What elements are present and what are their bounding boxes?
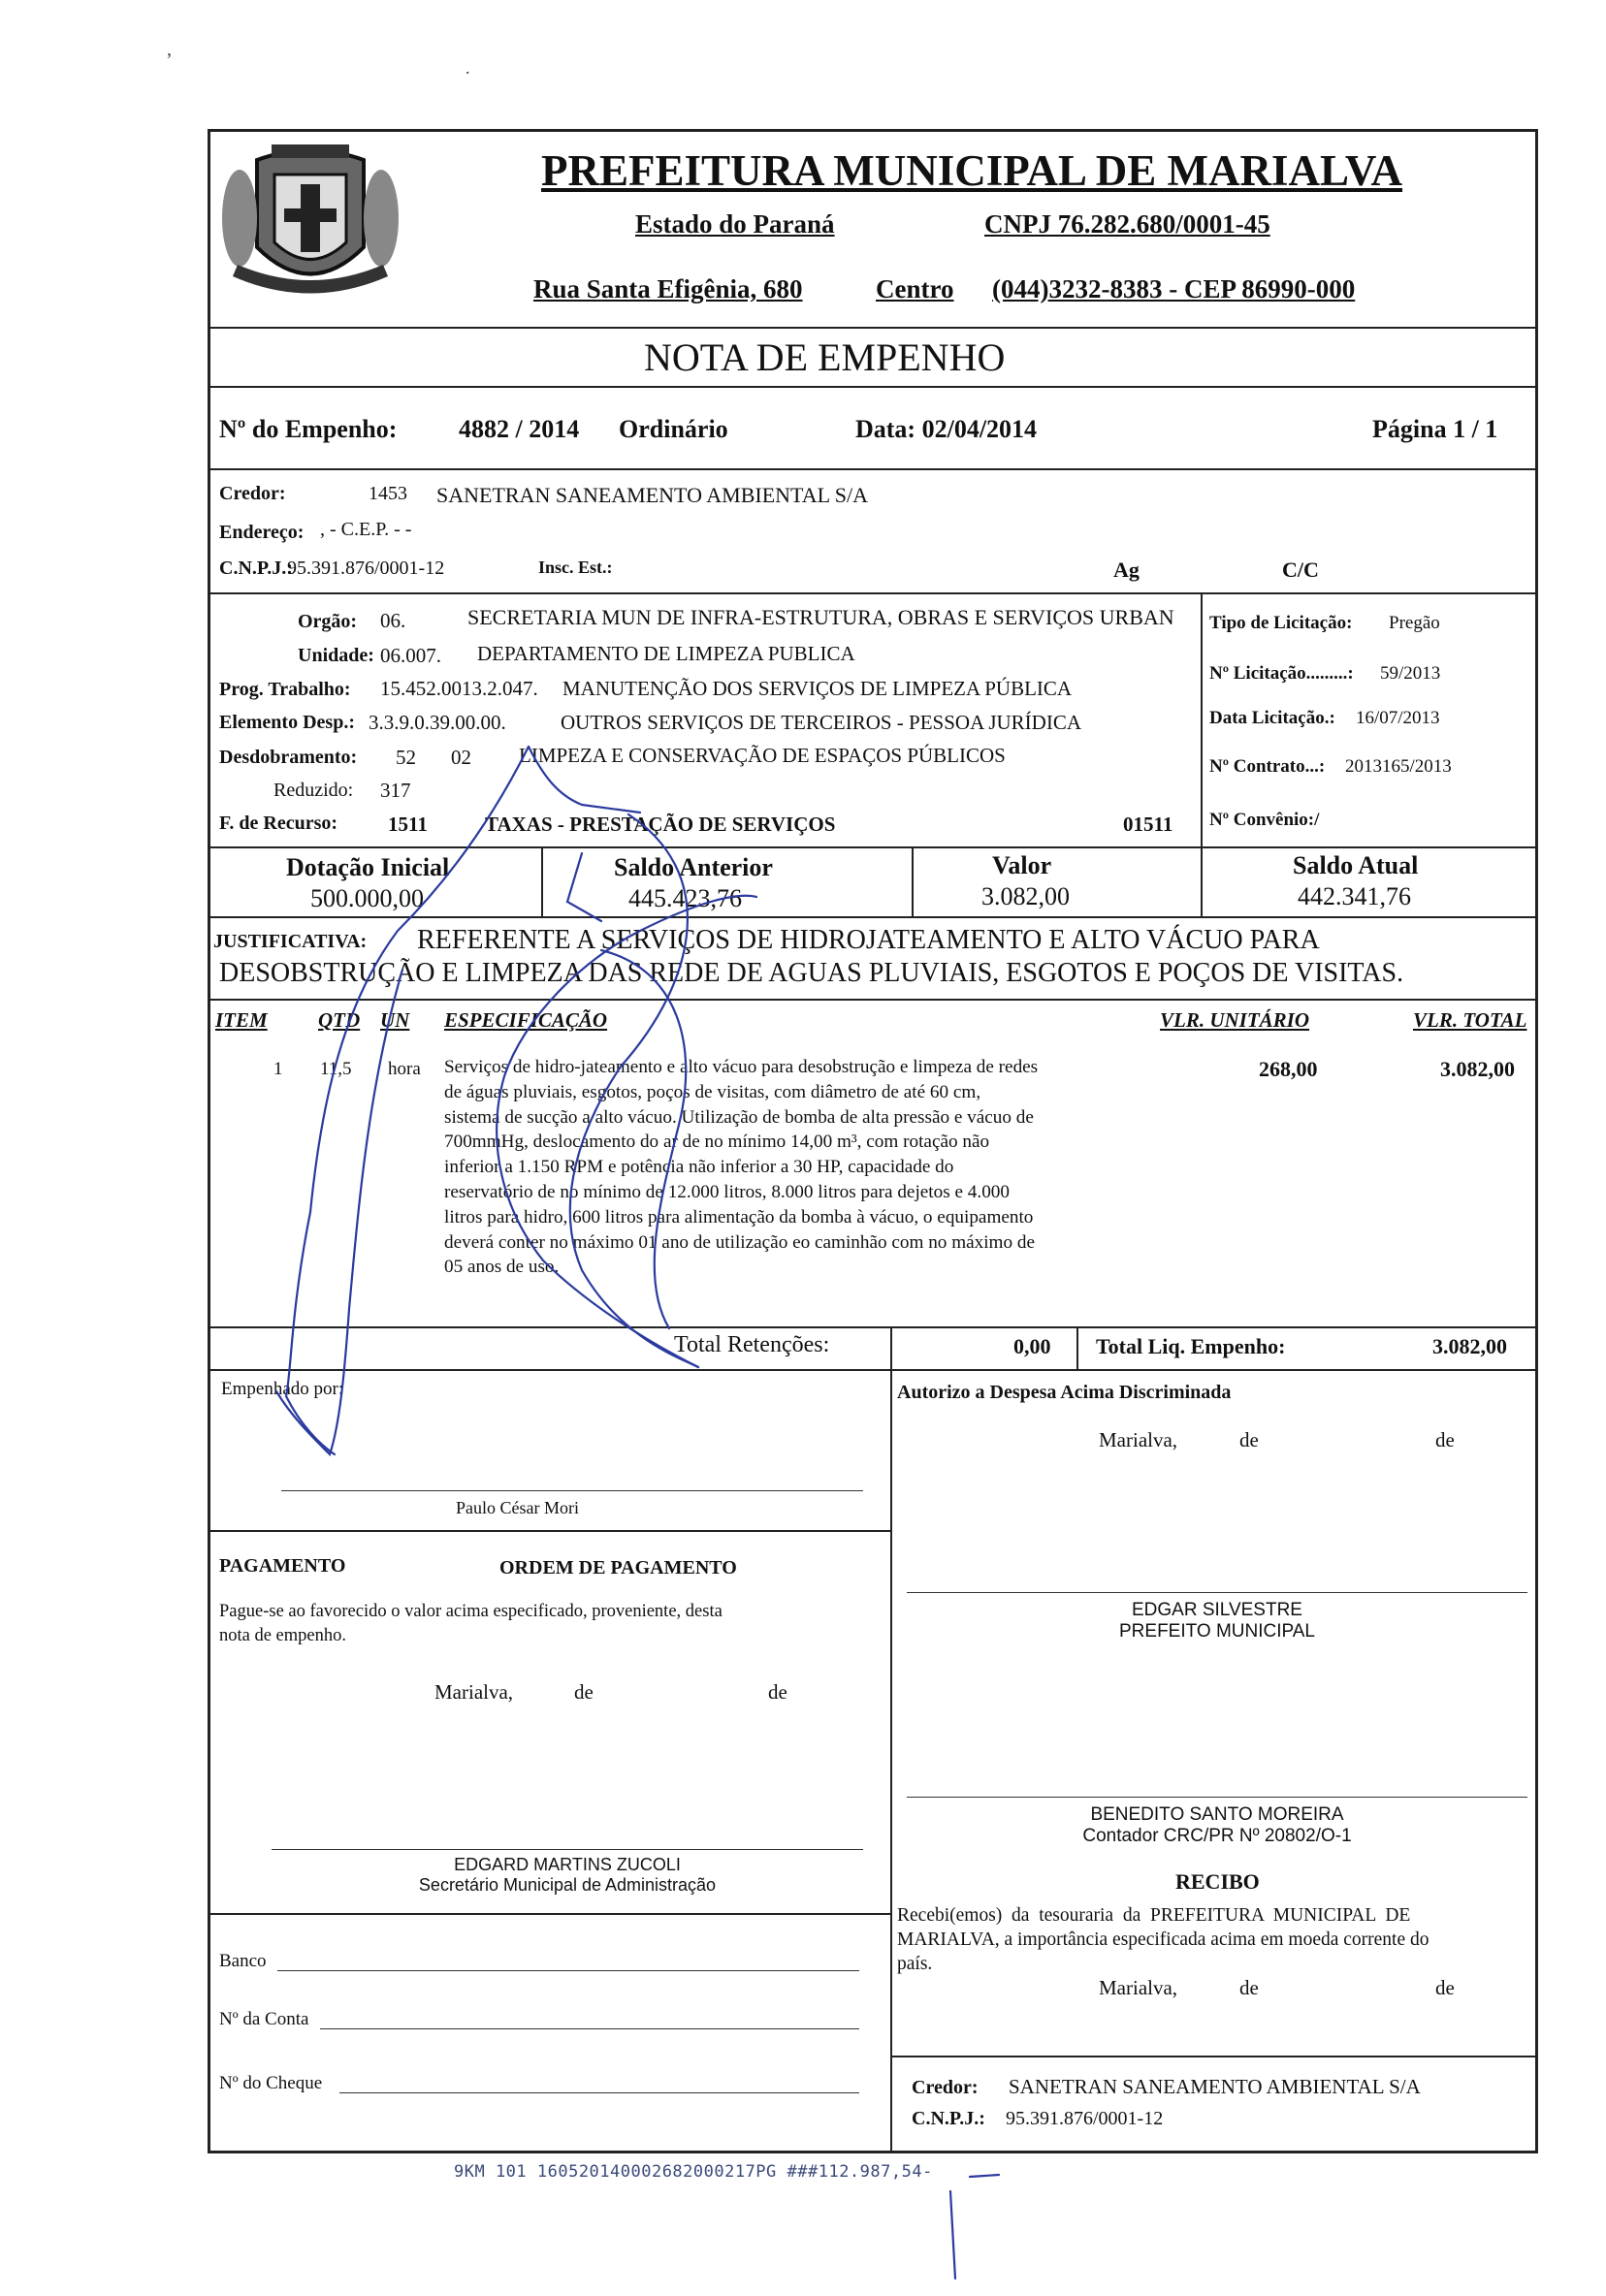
prefeito-role: PREFEITO MUNICIPAL <box>1119 1621 1315 1642</box>
pagamento-label: PAGAMENTO <box>219 1555 346 1577</box>
unidade-label: Unidade: <box>298 645 374 666</box>
page-number: Página 1 / 1 <box>1372 415 1498 443</box>
conta-label: Nº da Conta <box>219 2009 309 2029</box>
state-name: Estado do Paraná <box>635 209 835 239</box>
data-licitacao-label: Data Licitação.: <box>1209 708 1335 728</box>
fonte-code: 1511 <box>388 813 428 836</box>
recibo-line: Recebi(emos) da tesouraria da PREFEITURA MUNICIPAL DE <box>897 1905 1411 1926</box>
banco-label: Banco <box>219 1951 267 1971</box>
desdobramento-desc: LIMPEZA E CONSERVAÇÃO DE ESPAÇOS PÚBLICOS <box>519 744 1006 767</box>
conta-corrente-label: C/C <box>1282 558 1319 582</box>
ordem-pagamento-label: ORDEM DE PAGAMENTO <box>499 1557 737 1578</box>
item-qtd: 11,5 <box>320 1059 352 1079</box>
prefeito-name: EDGAR SILVESTRE <box>1132 1600 1302 1620</box>
cnpj-label: C.N.P.J.: <box>219 558 293 579</box>
phone-cep: (044)3232-8383 - CEP 86990-000 <box>992 274 1356 303</box>
recibo-city: Marialva, <box>1099 1976 1178 1999</box>
reduzido-value: 317 <box>380 779 411 802</box>
col-vlr-unitario-header: VLR. UNITÁRIO <box>1160 1008 1310 1032</box>
col-vlr-total-header: VLR. TOTAL <box>1413 1008 1527 1032</box>
justificativa-label: JUSTIFICATIVA: <box>213 931 368 952</box>
secretario-role: Secretário Municipal de Administração <box>418 1875 717 1895</box>
saldo-anterior-label: Saldo Anterior <box>614 853 773 881</box>
pagamento-text-2: nota de empenho. <box>219 1626 346 1645</box>
recibo-title: RECIBO <box>1175 1869 1260 1894</box>
municipality-title: PREFEITURA MUNICIPAL DE MARIALVA <box>541 146 1403 195</box>
elemento-label: Elemento Desp.: <box>219 712 355 733</box>
secretario-name: EDGARD MARTINS ZUCOLI <box>454 1855 681 1874</box>
desdobramento-sub: 02 <box>451 746 471 769</box>
cheque-label: Nº do Cheque <box>219 2073 323 2093</box>
prog-desc: MANUTENÇÃO DOS SERVIÇOS DE LIMPEZA PÚBLICA <box>562 677 1073 700</box>
credor-footer-cnpj: 95.391.876/0001-12 <box>1006 2108 1164 2129</box>
pagamento-de-2: de <box>768 1680 787 1704</box>
fonte-code-2: 01511 <box>1123 813 1173 836</box>
recibo-line: país. <box>897 1954 933 1974</box>
insc-est-label: Insc. Est.: <box>538 558 613 577</box>
credor-footer-label: Credor: <box>912 2077 979 2098</box>
col-item-header: ITEM <box>215 1008 268 1032</box>
empenhado-label: Empenhado por: <box>221 1379 344 1399</box>
spec-line: deverá conter no máximo 01 ano de utilização eo caminhão com no máximo de <box>444 1231 1035 1253</box>
contrato-label: Nº Contrato...: <box>1209 756 1326 777</box>
tipo-licitacao-value: Pregão <box>1389 613 1440 633</box>
contador-role: Contador CRC/PR Nº 20802/O-1 <box>1082 1826 1352 1846</box>
district: Centro <box>876 274 954 303</box>
autorizo-label: Autorizo a Despesa Acima Discriminada <box>897 1382 1232 1403</box>
tipo-licitacao-label: Tipo de Licitação: <box>1209 613 1353 633</box>
dotacao-value: 500.000,00 <box>310 884 424 912</box>
total-retencoes-label: Total Retenções: <box>674 1332 830 1357</box>
document-title: NOTA DE EMPENHO <box>644 335 1006 379</box>
scan-mark: , <box>167 39 172 60</box>
elemento-code: 3.3.9.0.39.00.00. <box>369 711 506 734</box>
credor-label: Credor: <box>219 483 286 504</box>
total-liquido-value: 3.082,00 <box>1432 1334 1507 1358</box>
endereco-value: , - C.E.P. - - <box>320 519 412 540</box>
credor-name: SANETRAN SANEAMENTO AMBIENTAL S/A <box>436 483 868 507</box>
unidade-desc: DEPARTAMENTO DE LIMPEZA PUBLICA <box>477 642 855 665</box>
unidade-code: 06.007. <box>380 644 441 667</box>
empenho-number: 4882 / 2014 <box>459 415 580 443</box>
item-vlr-unitario: 268,00 <box>1259 1057 1318 1081</box>
justificativa-line-1: REFERENTE A SERVIÇOS DE HIDROJATEAMENTO E ALTO VÁCUO PARA <box>417 925 1320 955</box>
spec-line: sistema de sucção a alto vácuo. Utilização de bomba de alta pressão e vácuo de <box>444 1106 1034 1128</box>
col-especificacao-header: ESPECIFICAÇÃO <box>444 1008 608 1032</box>
spec-line: 05 anos de uso. <box>444 1257 560 1278</box>
desdobramento-code: 52 <box>396 746 416 769</box>
credor-code: 1453 <box>369 483 407 504</box>
elemento-desc: OUTROS SERVIÇOS DE TERCEIROS - PESSOA JURÍDICA <box>561 711 1082 734</box>
orgao-code: 06. <box>380 609 406 632</box>
autorizo-de-1: de <box>1239 1428 1259 1451</box>
orgao-desc: SECRETARIA MUN DE INFRA-ESTRUTURA, OBRAS E SERVIÇOS URBAN <box>467 605 1174 629</box>
justificativa-line-2: DESOBSTRUÇÃO E LIMPEZA DAS REDE DE AGUAS PLUVIAIS, ESGOTOS E POÇOS DE VISITAS. <box>219 958 1404 988</box>
credor-footer-cnpj-label: C.N.P.J.: <box>912 2108 985 2129</box>
agencia-label: Ag <box>1113 558 1140 582</box>
item-number: 1 <box>273 1059 283 1079</box>
autorizo-de-2: de <box>1435 1428 1455 1451</box>
spec-line: Serviços de hidro-jateamento e alto vácuo para desobstrução e limpeza de redes <box>444 1057 1039 1077</box>
saldo-atual-label: Saldo Atual <box>1293 851 1419 879</box>
endereco-label: Endereço: <box>219 522 305 543</box>
item-vlr-total: 3.082,00 <box>1440 1057 1515 1081</box>
fonte-desc: TAXAS - PRESTAÇÃO DE SERVIÇOS <box>485 813 836 836</box>
autorizo-city: Marialva, <box>1099 1428 1178 1451</box>
orgao-label: Orgão: <box>298 611 358 632</box>
spec-line: 700mmHg, deslocamento do ar de no mínimo 14,00 m³, com rotação não <box>444 1132 990 1153</box>
saldo-atual-value: 442.341,76 <box>1298 882 1411 910</box>
pagamento-city: Marialva, <box>434 1680 514 1704</box>
data-licitacao-value: 16/07/2013 <box>1356 708 1440 728</box>
bank-authentication-stamp: 9KM 101 160520140002682000217PG ###112.987,54- <box>454 2162 933 2182</box>
spec-line: inferior a 1.150 RPM e potência não inferior a 30 HP, capacidade do <box>444 1157 954 1178</box>
contador-name: BENEDITO SANTO MOREIRA <box>1090 1804 1344 1825</box>
spec-line: reservatório de no mínimo de 12.000 litros, 8.000 litros para dejetos e 4.000 <box>444 1181 1010 1202</box>
fonte-label: F. de Recurso: <box>219 813 338 834</box>
dotacao-label: Dotação Inicial <box>286 853 450 881</box>
numero-licitacao-label: Nº Licitação.........: <box>1209 663 1354 684</box>
valor-label: Valor <box>992 851 1052 879</box>
prog-label: Prog. Trabalho: <box>219 679 351 700</box>
total-liquido-label: Total Liq. Empenho: <box>1096 1334 1286 1358</box>
recibo-de-1: de <box>1239 1976 1259 1999</box>
col-qtd-header: QTD <box>318 1008 361 1032</box>
desdobramento-label: Desdobramento: <box>219 747 358 768</box>
empenho-label: Nº do Empenho: <box>219 415 398 443</box>
contrato-value: 2013165/2013 <box>1345 756 1452 777</box>
municipality-cnpj: CNPJ 76.282.680/0001-45 <box>984 209 1270 239</box>
item-un: hora <box>388 1059 421 1079</box>
scan-mark: . <box>466 58 470 78</box>
numero-licitacao-value: 59/2013 <box>1380 663 1441 684</box>
empenho-type: Ordinário <box>619 415 728 443</box>
spec-line: litros para hidro, 600 litros para alimentação da bomba à vácuo, o equipamento <box>444 1206 1034 1228</box>
reduzido-label: Reduzido: <box>273 780 354 801</box>
spec-line: de águas pluviais, esgotos, poços de visitas, com diâmetro de até 60 cm, <box>444 1081 981 1102</box>
address: Rua Santa Efigênia, 680 <box>533 274 803 303</box>
pagamento-de-1: de <box>574 1680 594 1704</box>
credor-cnpj: 95.391.876/0001-12 <box>287 558 445 579</box>
empenho-date: Data: 02/04/2014 <box>855 415 1038 443</box>
valor-value: 3.082,00 <box>981 882 1070 910</box>
empenhado-signer: Paulo César Mori <box>456 1498 579 1517</box>
recibo-line: MARIALVA, a importância especificada acima em moeda corrente do <box>897 1929 1429 1950</box>
total-retencoes-value: 0,00 <box>1013 1334 1051 1358</box>
col-un-header: UN <box>380 1008 410 1032</box>
recibo-de-2: de <box>1435 1976 1455 1999</box>
pagamento-text-1: Pague-se ao favorecido o valor acima especificado, proveniente, desta <box>219 1602 723 1621</box>
credor-footer-name: SANETRAN SANEAMENTO AMBIENTAL S/A <box>1009 2075 1421 2098</box>
prog-code: 15.452.0013.2.047. <box>380 677 538 700</box>
saldo-anterior-value: 445.423,76 <box>628 884 742 912</box>
convenio-label: Nº Convênio:/ <box>1209 810 1320 830</box>
